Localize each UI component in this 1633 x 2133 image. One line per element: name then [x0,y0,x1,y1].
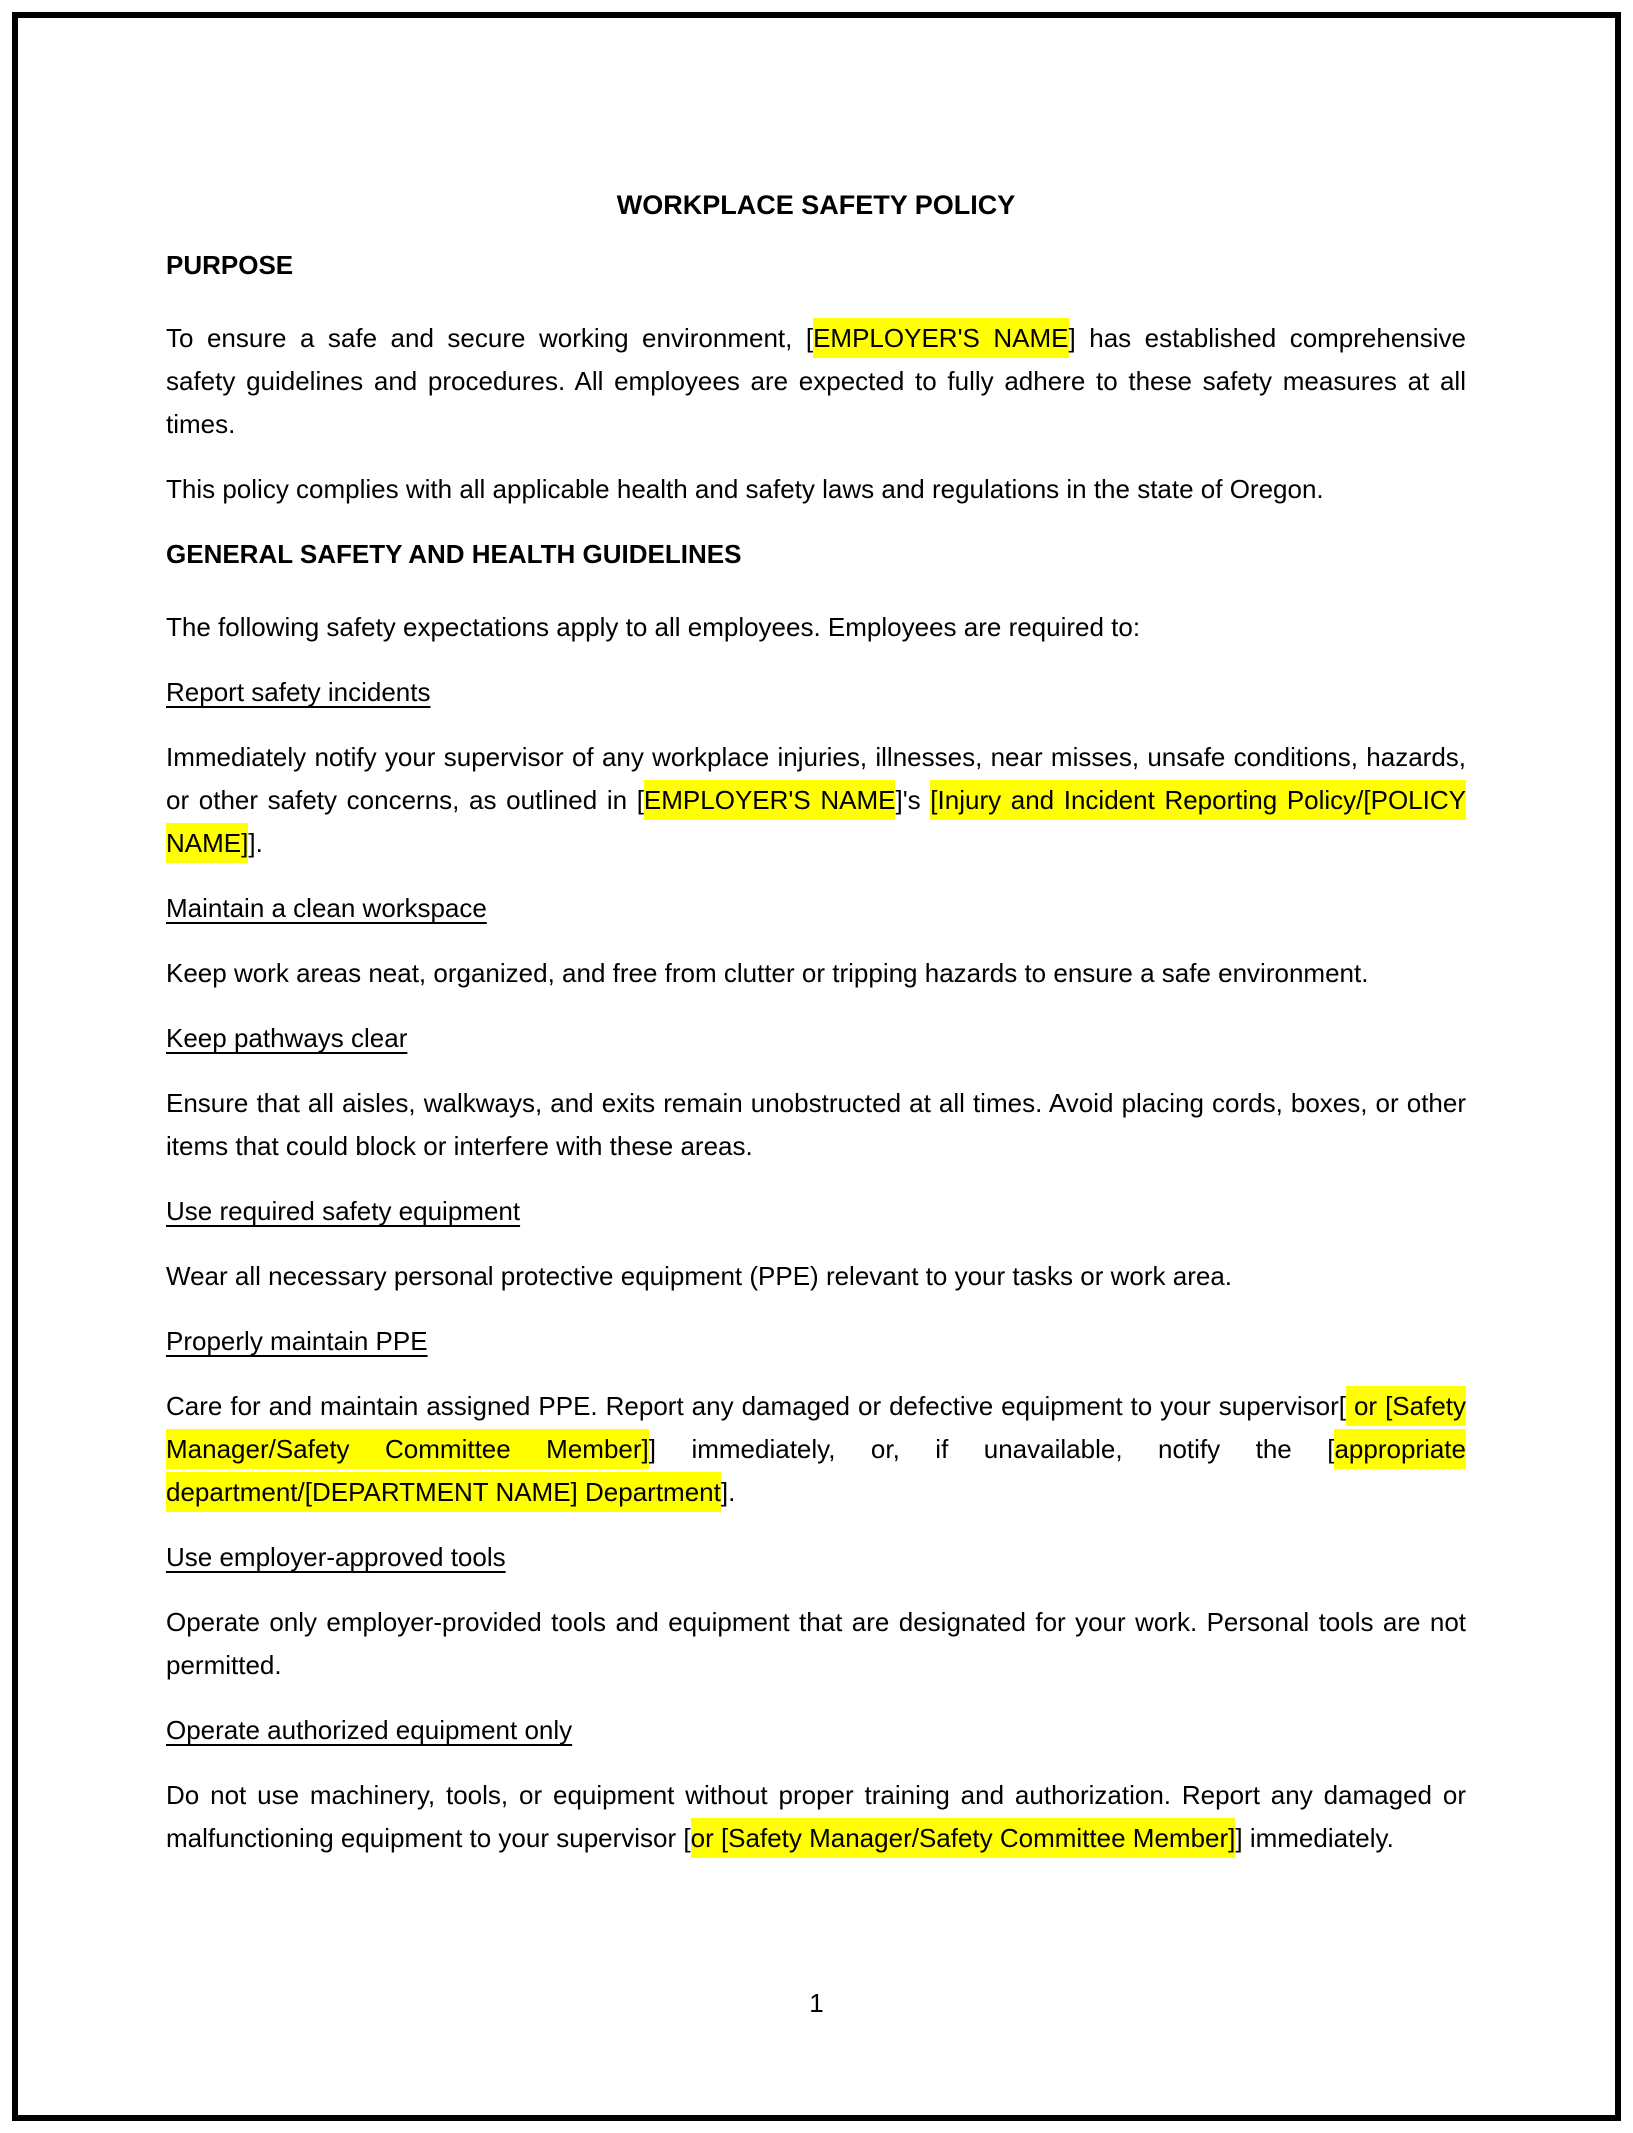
subsection-heading: Use required safety equipment [166,1196,521,1226]
paragraph [166,606,1466,649]
document-page [166,184,1466,1882]
section-heading: PURPOSE [166,250,294,280]
paragraph [166,317,1466,446]
highlighted-text: [Injury and Incident Reporting Policy/[POLICY NAME] [166,780,1466,863]
text-segment: Operate only employer-provided tools and equipment that are designated for your work. Personal tools are not permitted. [166,1607,1466,1680]
text-segment: ] immediately, or, if unavailable, notify the [ [648,1434,1335,1464]
subsection-heading: Properly maintain PPE [166,1326,428,1356]
text-segment: ]. [248,828,263,858]
subsection-heading: Operate authorized equipment only [166,1715,573,1745]
document-title: WORKPLACE SAFETY POLICY [616,190,1016,220]
highlighted-text: EMPLOYER'S NAME [813,318,1068,358]
text-segment: ] has established comprehensive safety guidelines and procedures. All employees are expected to fully adhere to these safety measures at all times. [166,323,1467,439]
document-body [166,244,1466,1860]
text-segment: Wear all necessary personal protective equipment (PPE) relevant to your tasks or work area. [166,1261,1232,1291]
text-segment: Do not use machinery, tools, or equipment without proper training and authorization. Report any damaged or malfunctioning equipment to your supervisor [ [166,1780,1466,1853]
subsection-heading: Use employer-approved tools [166,1542,506,1572]
text-segment: This policy complies with all applicable health and safety laws and regulations in the state of Oregon. [166,474,1324,504]
paragraph [166,468,1466,511]
highlighted-text: EMPLOYER'S NAME [644,780,896,820]
text-segment: Immediately notify your supervisor of any workplace injuries, illnesses, near misses, unsafe conditions, hazards, or other safety concerns, as outlined in [ [166,742,1466,815]
text-segment: Ensure that all aisles, walkways, and exits remain unobstructed at all times. Avoid placing cords, boxes, or other items that could block or interfere with these areas. [166,1088,1466,1161]
text-segment: The following safety expectations apply to all employees. Employees are required to: [166,612,1141,642]
paragraph [166,952,1466,995]
paragraph [166,736,1466,865]
text-segment: Keep work areas neat, organized, and free from clutter or tripping hazards to ensure a safe environment. [166,958,1369,988]
paragraph [166,1082,1466,1168]
subsection-heading: Maintain a clean workspace [166,893,487,923]
subsection-heading: Report safety incidents [166,677,431,707]
paragraph [166,1255,1466,1298]
paragraph [166,1385,1466,1514]
section-heading: GENERAL SAFETY AND HEALTH GUIDELINES [166,539,742,569]
page-number: 1 [809,1988,824,2018]
highlighted-text: appropriate department/[DEPARTMENT NAME] Department [166,1429,1466,1512]
subsection-heading: Keep pathways clear [166,1023,408,1053]
text-segment: Care for and maintain assigned PPE. Report any damaged or defective equipment to your supervisor[ [166,1391,1346,1421]
text-segment: ] immediately. [1235,1823,1394,1853]
text-segment: To ensure a safe and secure working environment, [ [166,323,814,353]
highlighted-text: or [Safety Manager/Safety Committee Member] [166,1386,1466,1469]
paragraph [166,1774,1466,1860]
paragraph [166,1601,1466,1687]
text-segment: ]. [720,1477,736,1507]
text-segment: ]'s [895,785,931,815]
highlighted-text: or [Safety Manager/Safety Committee Member] [691,1818,1236,1858]
